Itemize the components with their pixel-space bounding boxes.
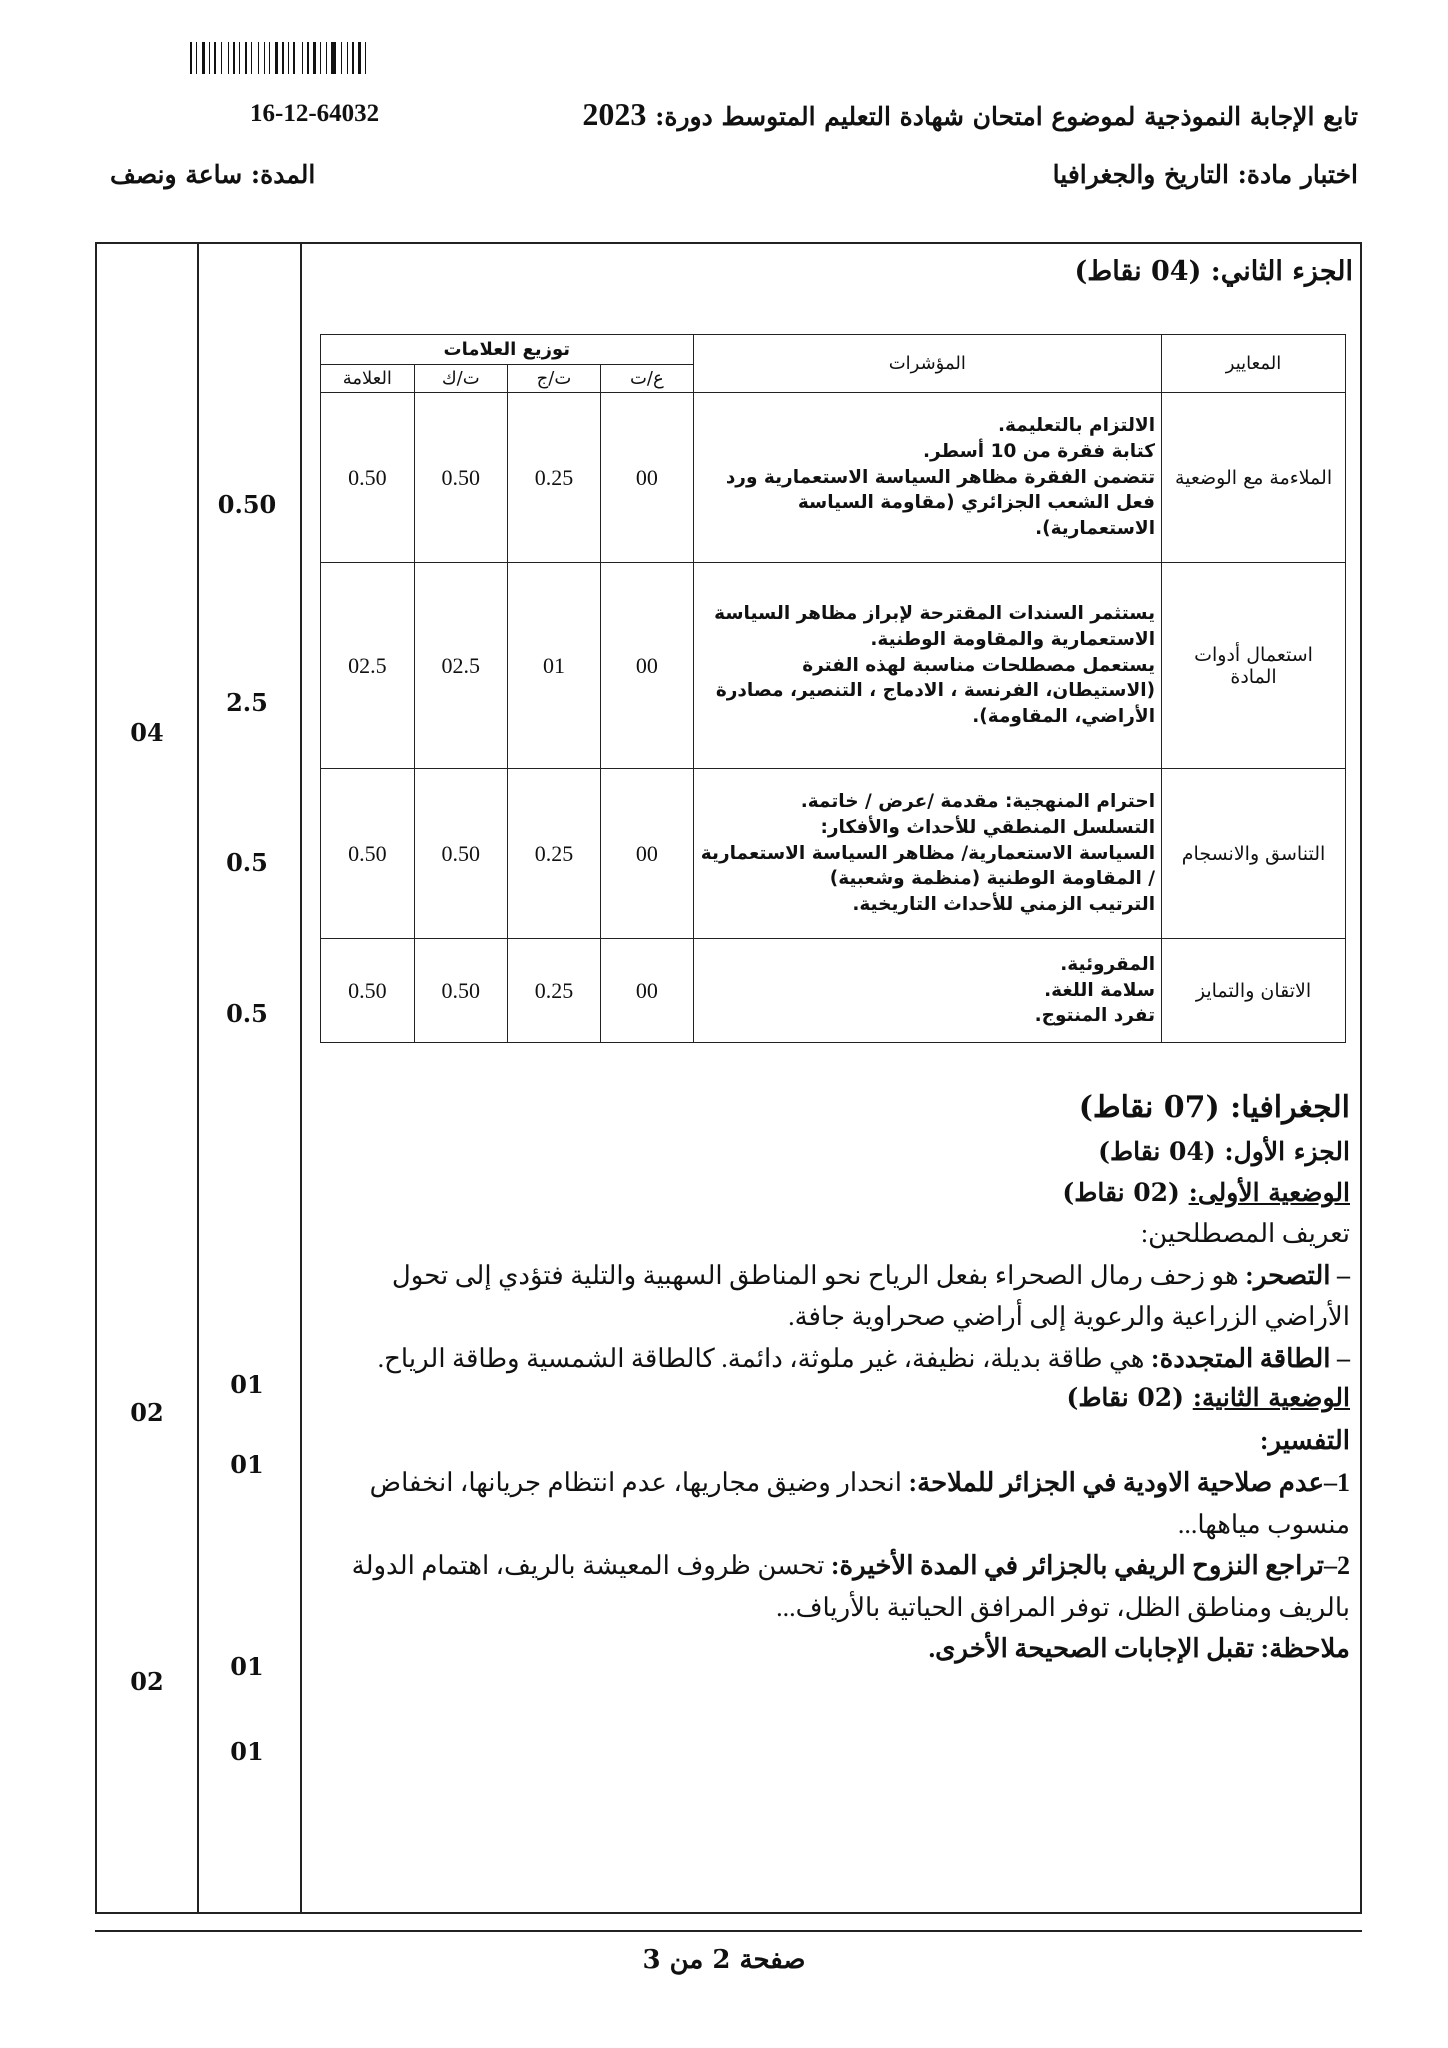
term1 [320, 1255, 1350, 1338]
value-cell: 01 [507, 563, 600, 769]
barcode-bar [282, 42, 284, 74]
indicators-cell [693, 563, 1161, 769]
subject-line: اختبار مادة: التاريخ والجغرافيا [1052, 160, 1358, 189]
term2-label: – الطاقة المتجددة: [1150, 1343, 1350, 1373]
table-row [321, 393, 1346, 563]
indicator: كتابة فقرة من 10 أسطر. [923, 440, 1156, 462]
indicator: المقروئية. [1060, 953, 1156, 975]
barcode-bar [245, 42, 247, 74]
barcode [190, 42, 452, 74]
indicators-cell [693, 939, 1161, 1043]
barcode-bar [233, 42, 235, 74]
barcode-bar [322, 42, 324, 74]
barcode-bar [279, 42, 280, 74]
barcode-bar [365, 42, 366, 74]
indicator: السياسة الاستعمارية/ مظاهر السياسة الاستعمارية / المقاومة الوطنية (منظمة وشعبية) [700, 842, 1156, 890]
barcode-bar [304, 42, 305, 74]
barcode-bar [358, 42, 361, 74]
footer-divider [95, 1930, 1362, 1932]
barcode-bar [296, 42, 300, 74]
barcode-bar [217, 42, 219, 74]
barcode-bar [211, 42, 212, 74]
header-col: العلامة [321, 365, 415, 393]
barcode-bar [190, 42, 192, 74]
barcode-bar [285, 42, 286, 74]
value-cell: 0.50 [321, 769, 415, 939]
barcode-bar [337, 42, 339, 74]
value-cell: 0.50 [321, 939, 415, 1043]
situation2-points: (02 نقاط) [1066, 1383, 1184, 1413]
barcode-bar [293, 42, 295, 74]
barcode-bar [355, 42, 356, 74]
barcode-bar [341, 42, 342, 74]
header-indicators: المؤشرات [693, 335, 1161, 393]
value-cell: 0.25 [507, 393, 600, 563]
barcode-bar [236, 42, 237, 74]
mark-partial: 0.50 [217, 490, 277, 519]
indicator: احترام المنهجية: مقدمة /عرض / خاتمة. [800, 790, 1156, 812]
exam-code: 16-12-64032 [250, 100, 380, 127]
term2-text: هي طاقة بديلة، نظيفة، غير ملوثة، دائمة. كالطاقة الشمسية وطاقة الرياح. [377, 1343, 1145, 1373]
header-distribution: توزيع العلامات [321, 335, 694, 365]
value-cell: 0.50 [321, 393, 415, 563]
explanation2 [320, 1545, 1350, 1628]
barcode-bar [307, 42, 309, 74]
barcode-bar [230, 42, 231, 74]
header-col: ع/ت [601, 365, 694, 393]
barcode-bar [275, 42, 278, 74]
mark-total: 04 [130, 718, 164, 747]
exp1-text: انحدار وضيق مجاريها، عدم انتظام جريانها، انخفاض منسوب مياهها... [369, 1467, 1350, 1539]
exp1-label: 1–عدم صلاحية الاودية في الجزائر للملاحة: [908, 1467, 1350, 1497]
criterion-cell: الملاءمة مع الوضعية [1162, 393, 1346, 563]
header-title-text: تابع الإجابة النموذجية لموضوع امتحان شهادة التعليم المتوسط دورة: [655, 102, 1358, 131]
value-cell: 0.50 [414, 769, 507, 939]
term2 [320, 1338, 1350, 1380]
barcode-bar [288, 42, 289, 74]
mark-total: 02 [130, 1667, 164, 1696]
header-year: 2023 [582, 96, 647, 132]
mark-partial: 0.5 [226, 848, 268, 877]
barcode-bar [209, 42, 210, 74]
barcode-bar [343, 42, 345, 74]
barcode-bar [239, 42, 240, 74]
situation2-title [320, 1383, 1350, 1412]
criterion-cell: استعمال أدوات المادة [1162, 563, 1346, 769]
header-criteria: المعايير [1162, 335, 1346, 393]
situation2-label: الوضعية الثانية: [1192, 1383, 1350, 1413]
barcode-bar [253, 42, 256, 74]
geography-title: الجغرافيا: (07 نقاط) [1078, 1090, 1350, 1125]
criterion-cell: التناسق والانسجام [1162, 769, 1346, 939]
barcode-bar [290, 42, 291, 74]
indicator: تتضمن الفقرة مظاهر السياسة الاستعمارية ورد فعل الشعب الجزائري (مقاومة السياسة الاستعمارية). [725, 466, 1156, 540]
barcode-bar [362, 42, 363, 74]
barcode-bar [214, 42, 216, 74]
barcode-bar [349, 42, 350, 74]
barcode-bar [221, 42, 222, 74]
indicators-cell [693, 769, 1161, 939]
value-cell: 02.5 [321, 563, 415, 769]
note: ملاحظة: تقبل الإجابات الصحيحة الأخرى. [928, 1634, 1350, 1664]
barcode-bar [313, 42, 316, 74]
barcode-bar [271, 42, 273, 74]
value-cell: 00 [601, 769, 694, 939]
mark-total: 02 [130, 1398, 164, 1427]
barcode-bar [248, 42, 249, 74]
term1-label: – التصحر: [1245, 1260, 1350, 1290]
page-number: صفحة 2 من 3 [642, 1945, 806, 1975]
barcode-bar [206, 42, 207, 74]
indicator: الترتيب الزمني للأحداث التاريخية. [852, 894, 1156, 916]
part2-title: الجزء الثاني: (04 نقاط) [1074, 256, 1353, 287]
indicator: يستعمل مصطلحات مناسبة لهذه الفترة (الاستيطان، الفرنسة ، الادماج ، التنصير، مصادرة الأراضي، المقاومة). [715, 654, 1156, 728]
barcode-bar [266, 42, 267, 74]
mark-partial: 0.5 [226, 999, 268, 1028]
geo-part1-title: الجزء الأول: (04 نقاط) [1098, 1137, 1350, 1166]
situation1-title [320, 1178, 1350, 1207]
value-cell: 0.25 [507, 769, 600, 939]
barcode-bar [264, 42, 265, 74]
situation1-label: الوضعية الأولى: [1188, 1178, 1350, 1207]
barcode-bar [198, 42, 200, 74]
define-intro: تعريف المصطلحين: [1140, 1219, 1350, 1248]
mark-partial: 01 [230, 1450, 264, 1479]
table-row [321, 939, 1346, 1043]
table-row [321, 563, 1346, 769]
indicator: يستثمر السندات المقترحة لإبراز مظاهر السياسة الاستعمارية والمقاومة الوطنية. [714, 602, 1156, 650]
mark-partial: 2.5 [226, 688, 268, 717]
indicators-cell [693, 393, 1161, 563]
mark-partial: 01 [230, 1737, 264, 1766]
term1-text: هو زحف رمال الصحراء بفعل الرياح نحو المناطق السهبية والتلية فتؤدي إلى تحول الأراضي الزراعية والرعوية إلى أراضي صحراوية جافة. [391, 1260, 1350, 1332]
table-row [321, 769, 1346, 939]
indicator: الالتزام بالتعليمة. [997, 414, 1156, 436]
barcode-bar [251, 42, 252, 74]
barcode-bar [326, 42, 327, 74]
exp2-text: تحسن ظروف المعيشة بالريف، اهتمام الدولة بالريف ومناطق الظل، توفر المرافق الحياتية بالأرياف... [351, 1551, 1350, 1622]
value-cell: 0.50 [414, 939, 507, 1043]
explain-intro: التفسير: [1259, 1426, 1350, 1456]
barcode-bar [258, 42, 259, 74]
barcode-bar [347, 42, 348, 74]
barcode-bar [367, 42, 369, 74]
barcode-bar [228, 42, 229, 74]
value-cell: 0.50 [414, 393, 507, 563]
explanation1 [320, 1462, 1350, 1545]
barcode-bar [328, 42, 329, 74]
barcode-bar [310, 42, 311, 74]
column-divider [300, 244, 302, 1912]
barcode-bar [260, 42, 262, 74]
exp2-label: 2–تراجع النزوح الريفي بالجزائر في المدة الأخيرة: [830, 1551, 1350, 1581]
header-col: ت/ك [414, 365, 507, 393]
barcode-bar [317, 42, 318, 74]
value-cell: 02.5 [414, 563, 507, 769]
value-cell: 00 [601, 939, 694, 1043]
barcode-bar [202, 42, 205, 74]
mark-partial: 01 [230, 1652, 264, 1681]
indicator: سلامة اللغة. [1044, 979, 1156, 1001]
geography-section [320, 1090, 1350, 1670]
value-cell: 0.25 [507, 939, 600, 1043]
situation1-points: (02 نقاط) [1062, 1178, 1180, 1207]
barcode-bar [269, 42, 270, 74]
mark-partial: 01 [230, 1370, 264, 1399]
value-cell: 00 [601, 393, 694, 563]
barcode-bar [352, 42, 354, 74]
criterion-cell: الاتقان والتمايز [1162, 939, 1346, 1043]
value-cell: 00 [601, 563, 694, 769]
barcode-bar [302, 42, 303, 74]
header-title [582, 96, 1358, 133]
indicator: تفرد المنتوج. [1034, 1005, 1156, 1027]
header-col: ت/ج [507, 365, 600, 393]
barcode-bar [193, 42, 194, 74]
barcode-bar [196, 42, 197, 74]
barcode-bar [320, 42, 321, 74]
barcode-bar [223, 42, 226, 74]
barcode-bar [331, 42, 336, 74]
duration-line: المدة: ساعة ونصف [110, 160, 316, 189]
criteria-table [320, 334, 1346, 1043]
indicator: التسلسل المنطقي للأحداث والأفكار: [820, 816, 1156, 838]
barcode-bar [241, 42, 243, 74]
